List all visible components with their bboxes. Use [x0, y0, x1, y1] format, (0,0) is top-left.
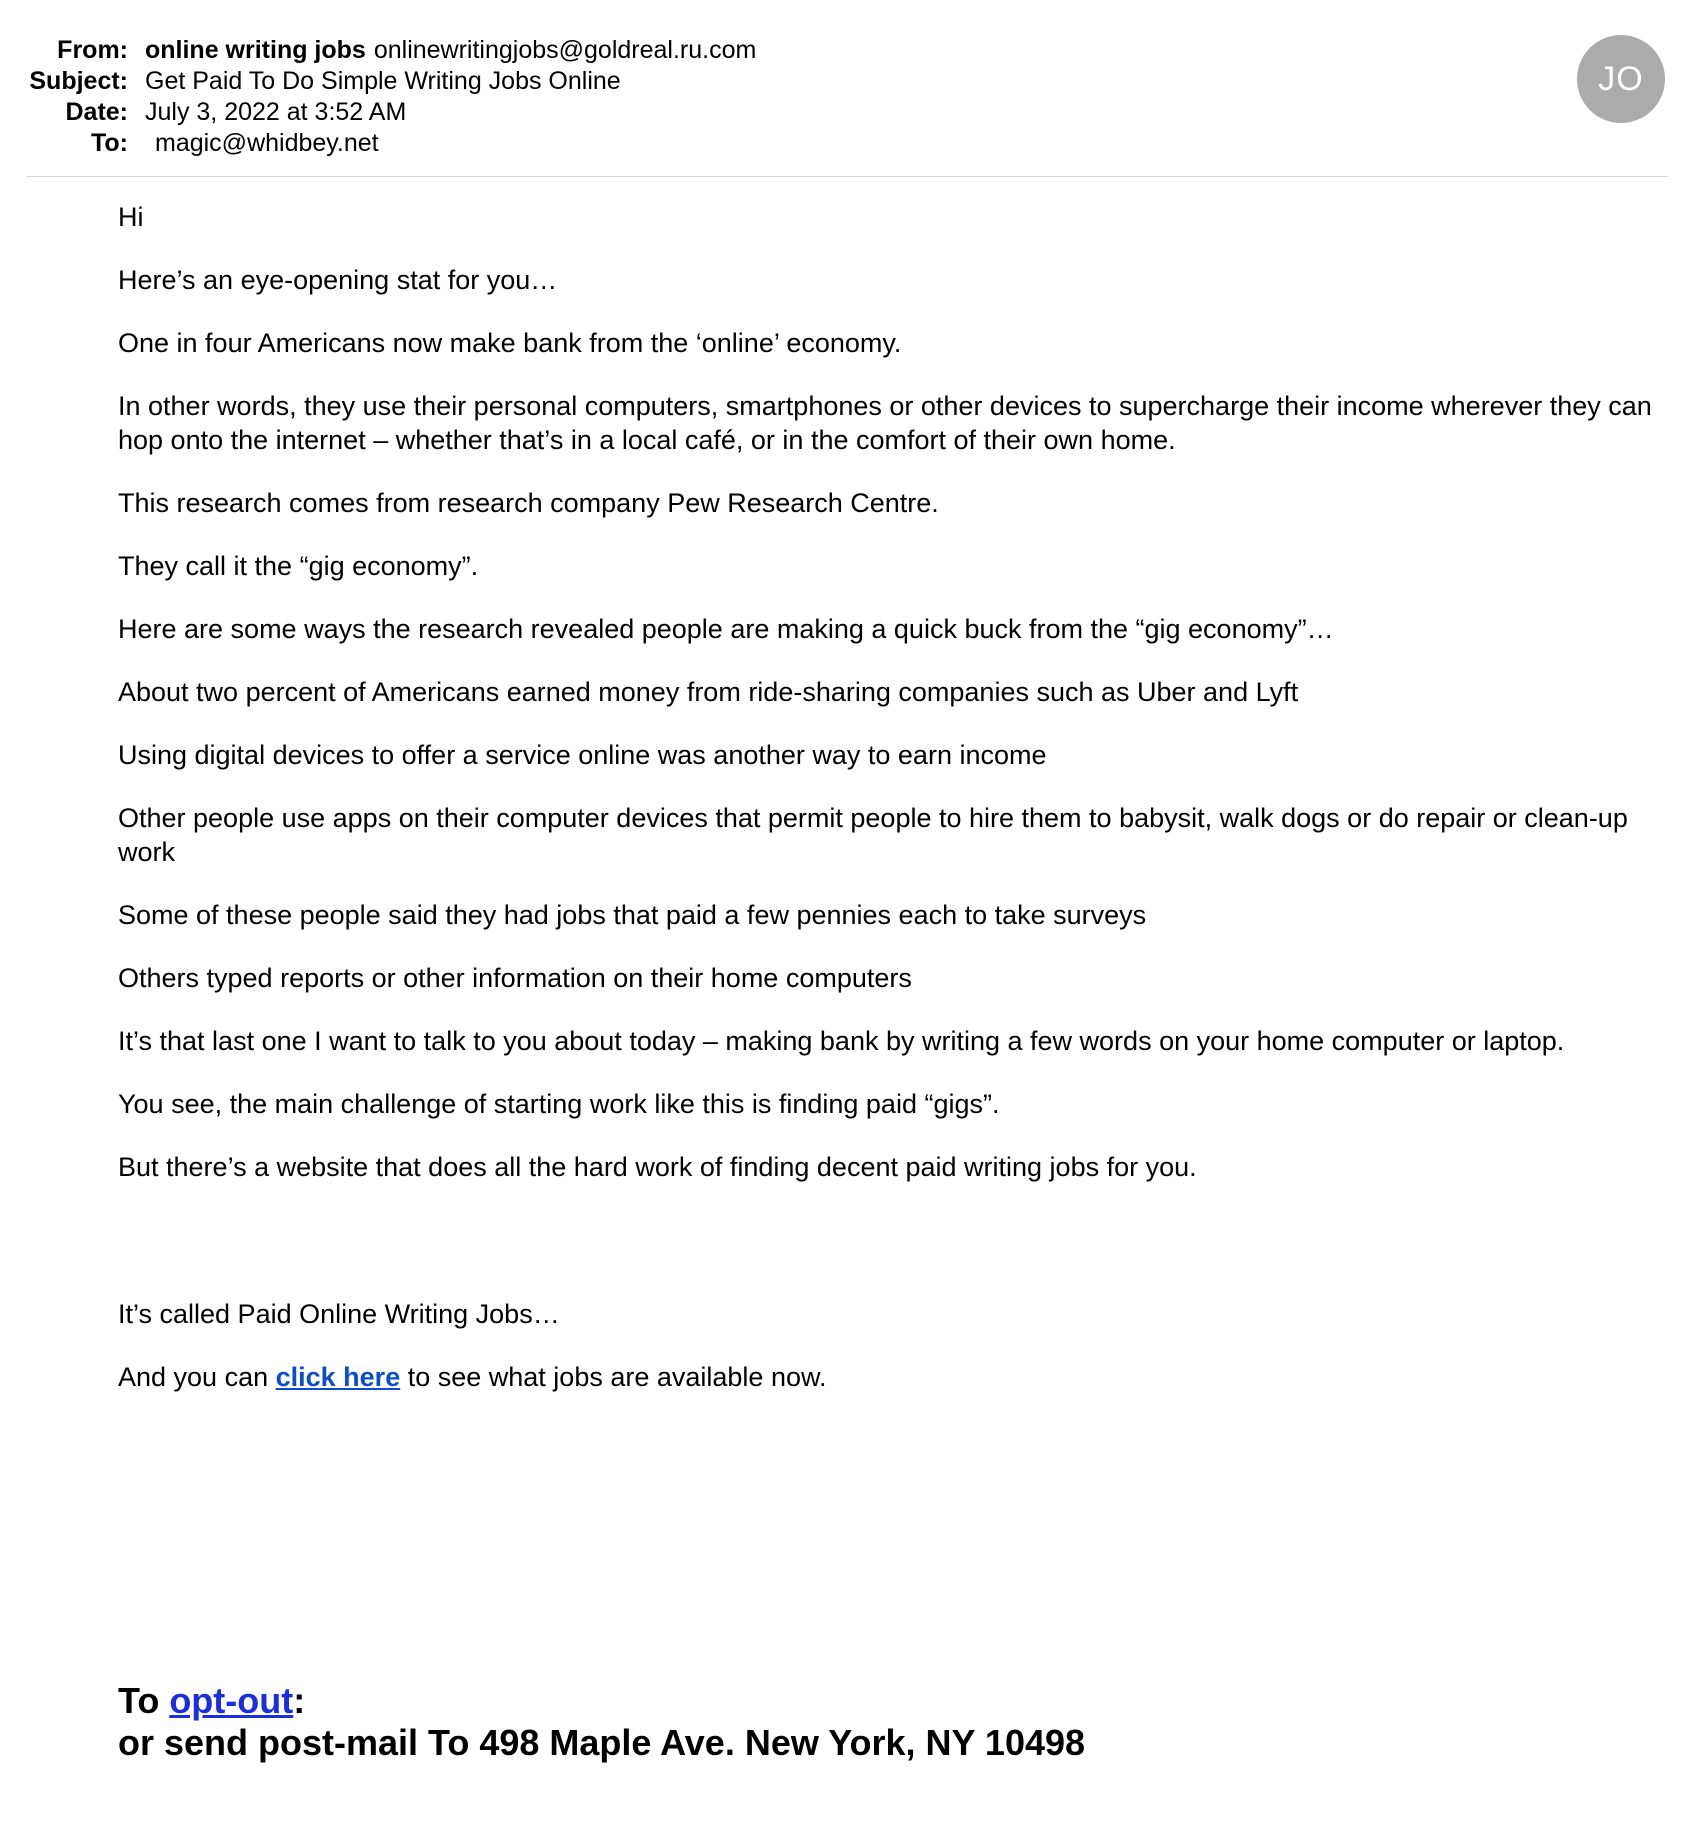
- recipient-address[interactable]: magic@whidbey.net: [155, 129, 379, 157]
- body-paragraph: This research comes from research company Pew Research Centre.: [118, 488, 939, 518]
- subject-label: Subject:: [29, 67, 128, 95]
- header-divider: [26, 176, 1668, 177]
- body-paragraph: Other people use apps on their computer devices that permit people to hire them to babysit, walk dogs or do repair or clean-up work: [118, 803, 1628, 867]
- body-paragraph: But there’s a website that does all the hard work of finding decent paid writing jobs for you.: [118, 1152, 1197, 1182]
- email-body: [118, 200, 1678, 1423]
- email-header: [26, 34, 1666, 174]
- body-paragraph: Hi: [118, 202, 144, 232]
- subject-value: Get Paid To Do Simple Writing Jobs Online: [145, 67, 621, 95]
- from-value: [145, 34, 756, 66]
- sender-avatar: JO: [1577, 35, 1665, 123]
- body-paragraph: It’s that last one I want to talk to you about today – making bank by writing a few words on your home computer or laptop.: [118, 1026, 1565, 1056]
- body-paragraph: Some of these people said they had jobs that paid a few pennies each to take surveys: [118, 900, 1147, 930]
- opt-out-link[interactable]: opt-out: [169, 1680, 294, 1721]
- optout-colon: :: [293, 1680, 306, 1721]
- blank-spacer: [118, 1213, 1678, 1297]
- cta-paragraph: [118, 1360, 1678, 1394]
- optout-prefix: To: [118, 1680, 170, 1721]
- body-paragraph: You see, the main challenge of starting work like this is finding paid “gigs”.: [118, 1089, 1000, 1119]
- optout-line: [118, 1680, 1085, 1722]
- body-paragraph: Others typed reports or other information on their home computers: [118, 963, 912, 993]
- from-label: From:: [57, 36, 128, 64]
- postal-address-line: or send post-mail To 498 Maple Ave. New York, NY 10498: [118, 1722, 1086, 1763]
- body-paragraph: Here’s an eye-opening stat for you…: [118, 265, 558, 295]
- body-paragraph: It’s called Paid Online Writing Jobs…: [118, 1299, 560, 1329]
- body-paragraph: About two percent of Americans earned money from ride-sharing companies such as Uber and Lyft: [118, 677, 1299, 707]
- cta-text-after: to see what jobs are available now.: [400, 1362, 827, 1392]
- sender-address[interactable]: onlinewritingjobs@goldreal.ru.com: [373, 36, 757, 64]
- body-paragraph: They call it the “gig economy”.: [118, 551, 479, 581]
- cta-text-before: And you can: [118, 1362, 276, 1392]
- email-footer: [118, 1680, 1085, 1764]
- body-paragraph: Here are some ways the research revealed people are making a quick buck from the “gig economy”…: [118, 614, 1334, 644]
- body-paragraph: Using digital devices to offer a service online was another way to earn income: [118, 740, 1047, 770]
- to-label: To:: [90, 129, 128, 157]
- date-label: Date:: [65, 98, 128, 126]
- date-value: July 3, 2022 at 3:52 AM: [145, 98, 407, 126]
- body-paragraph: One in four Americans now make bank from the ‘online’ economy.: [118, 328, 902, 358]
- body-paragraph: In other words, they use their personal computers, smartphones or other devices to supercharge their income wherever they can hop onto the internet – whether that’s in a local café, or in the comfort of their own home.: [118, 391, 1652, 455]
- click-here-link[interactable]: click here: [275, 1362, 401, 1392]
- sender-name[interactable]: online writing jobs: [145, 36, 366, 64]
